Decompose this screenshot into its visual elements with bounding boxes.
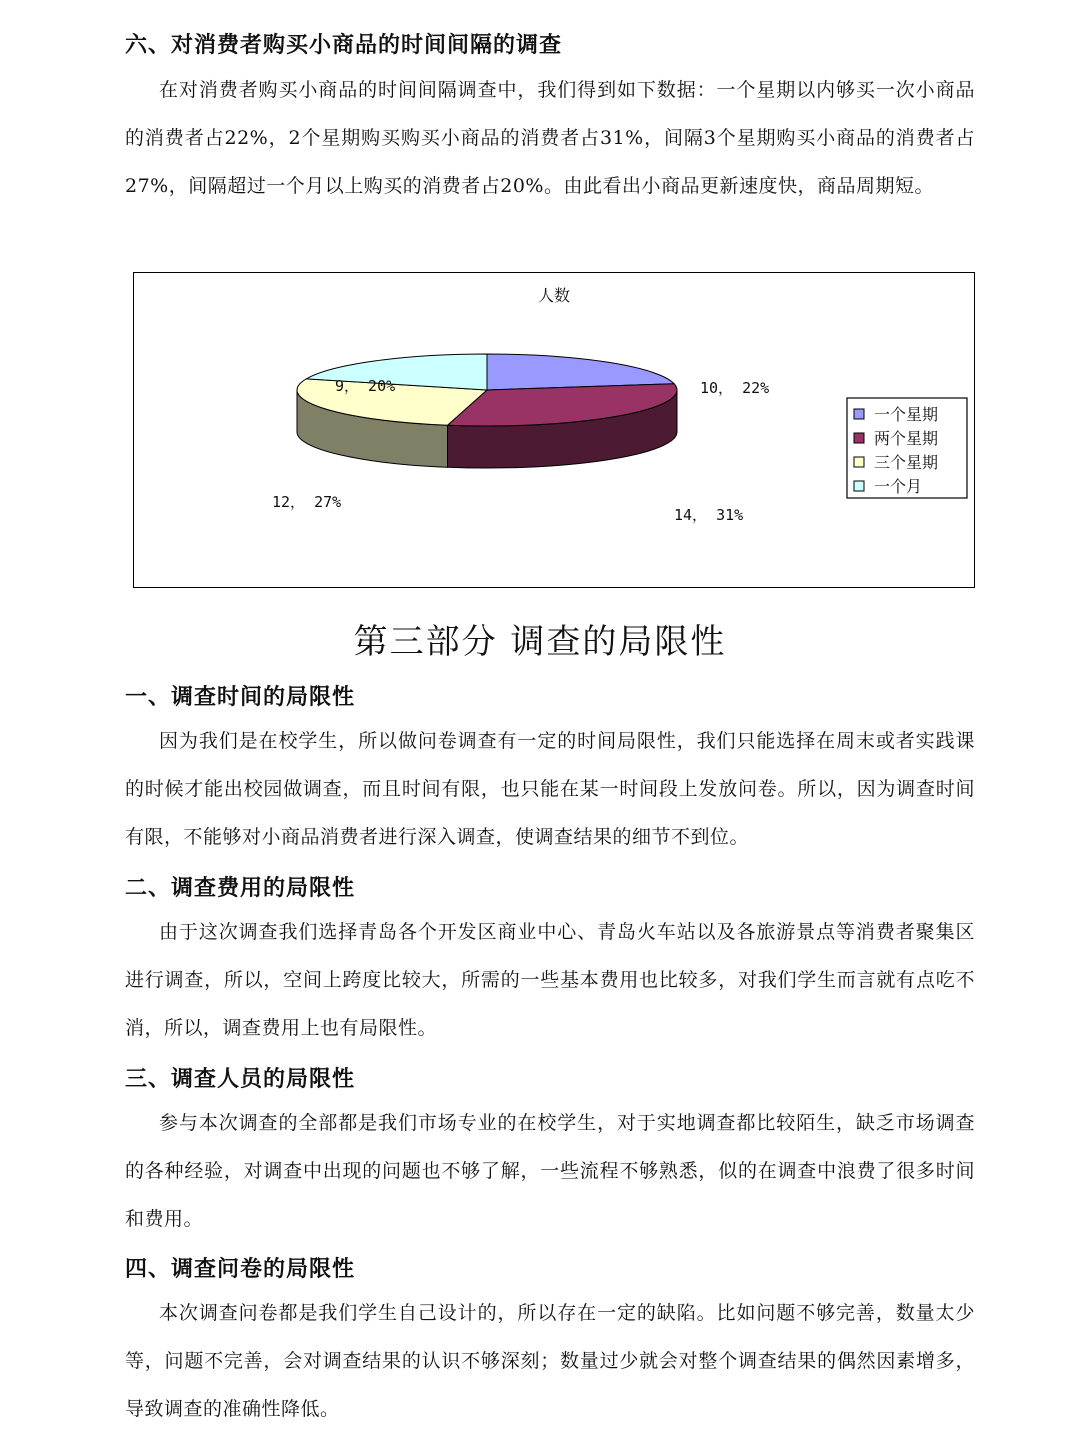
legend-label: 一个星期	[874, 405, 939, 424]
section-heading: 二、调查费用的局限性	[125, 876, 356, 901]
section-heading: 四、调查问卷的局限性	[125, 1257, 356, 1282]
data-label: 10， 22%	[700, 379, 770, 397]
part-title: 第三部分 调查的局限性	[353, 622, 727, 662]
section-heading: 一、调查时间的局限性	[125, 685, 356, 710]
legend-swatch	[854, 481, 864, 491]
section-paragraph: 因为我们是在校学生，所以做问卷调查有一定的时间局限性，我们只能选择在周末或者实践课的时候才能出校园做调查，而且时间有限，也只能在某一时间段上发放问卷。所以，因为调查时间有限，不能够对小商品消费者进行深入调查，使调查结果的细节不到位。	[125, 730, 975, 848]
data-label: 12， 27%	[272, 493, 342, 511]
legend-swatch	[854, 433, 864, 443]
legend-label: 两个星期	[874, 429, 939, 448]
chart-legend	[847, 398, 967, 498]
section-paragraph: 参与本次调查的全部都是我们市场专业的在校学生，对于实地调查都比较陌生，缺乏市场调查的各种经验，对调查中出现的问题也不够了解，一些流程不够熟悉，似的在调查中浪费了很多时间和费用。	[125, 1112, 975, 1230]
section-paragraph: 本次调查问卷都是我们学生自己设计的，所以存在一定的缺陷。比如问题不够完善，数量太少等，问题不完善，会对调查结果的认识不够深刻；数量过少就会对整个调查结果的偶然因素增多，导致调查的准确性降低。	[125, 1302, 975, 1420]
section-heading: 六、对消费者购买小商品的时间间隔的调查	[125, 33, 563, 58]
legend-label: 三个星期	[874, 453, 939, 472]
section-paragraph: 由于这次调查我们选择青岛各个开发区商业中心、青岛火车站以及各旅游景点等消费者聚集区进行调查，所以，空间上跨度比较大，所需的一些基本费用也比较多，对我们学生而言就有点吃不消，所以，调查费用上也有局限性。	[125, 921, 975, 1039]
legend-label: 一个月	[874, 477, 923, 496]
data-label: 9， 20%	[335, 377, 396, 395]
section-paragraph: 在对消费者购买小商品的时间间隔调查中，我们得到如下数据：一个星期以内够买一次小商品的消费者占22%，2个星期购买购买小商品的消费者占31%，间隔3个星期购买小商品的消费者占27%，间隔超过一个月以上购买的消费者占20%。由此看出小商品更新速度快，商品周期短。	[125, 79, 975, 197]
legend-swatch	[854, 457, 864, 467]
section-heading: 三、调查人员的局限性	[125, 1067, 356, 1092]
pie-chart-canvas	[134, 273, 974, 587]
chart-title: 人数	[537, 286, 571, 305]
pie-chart	[133, 272, 975, 588]
data-label: 14， 31%	[674, 506, 744, 524]
legend-swatch	[854, 409, 864, 419]
